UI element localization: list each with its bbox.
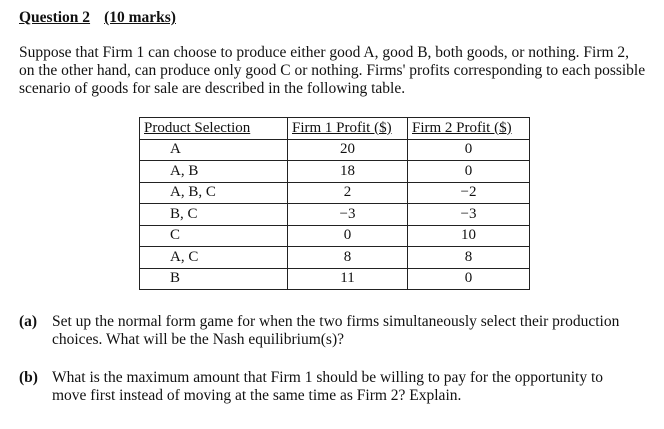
profit-table — [139, 117, 530, 290]
cell-product: C — [140, 225, 288, 247]
table-row — [140, 268, 530, 290]
cell-product: A, C — [140, 247, 288, 269]
cell-product: B — [140, 268, 288, 290]
table-row — [140, 139, 530, 161]
table-row — [140, 225, 530, 247]
header-firm2-profit: Firm 2 Profit ($) — [408, 118, 530, 140]
cell-firm1: 8 — [288, 247, 408, 269]
cell-firm2: 10 — [408, 225, 530, 247]
table-row — [140, 161, 530, 183]
intro-line: on the other hand, can produce only good C or nothing. Firms' profits corresponding to each possible — [19, 62, 646, 79]
cell-product: A, B — [140, 161, 288, 183]
cell-firm1: −3 — [288, 204, 408, 226]
part-a-line: Set up the normal form game for when the two firms simultaneously select their production — [52, 313, 620, 330]
question-heading — [19, 9, 176, 27]
cell-firm2: 0 — [408, 139, 530, 161]
cell-firm2: −2 — [408, 182, 530, 204]
cell-firm1: 18 — [288, 161, 408, 183]
question-number: Question 2 — [19, 9, 91, 26]
table-row — [140, 182, 530, 204]
cell-product: A — [140, 139, 288, 161]
table-header-row — [140, 118, 530, 140]
intro-line: scenario of goods for sale are described in the following table. — [19, 80, 406, 97]
cell-firm2: 0 — [408, 161, 530, 183]
part-b-line: move first instead of moving at the same time as Firm 2? Explain. — [52, 387, 462, 404]
header-firm1-profit: Firm 1 Profit ($) — [288, 118, 408, 140]
intro-line: Suppose that Firm 1 can choose to produce either good A, good B, both goods, or nothing. Firm 2, — [19, 44, 630, 61]
cell-product: B, C — [140, 204, 288, 226]
part-b-line: What is the maximum amount that Firm 1 should be willing to pay for the opportunity to — [52, 369, 604, 386]
cell-firm2: −3 — [408, 204, 530, 226]
cell-firm1: 20 — [288, 139, 408, 161]
question-marks: (10 marks) — [104, 9, 176, 26]
intro-paragraph — [19, 44, 659, 98]
table-row — [140, 247, 530, 269]
part-a-text — [52, 313, 619, 349]
cell-firm2: 0 — [408, 268, 530, 290]
cell-firm1: 11 — [288, 268, 408, 290]
header-product-selection: Product Selection — [140, 118, 288, 140]
cell-firm1: 2 — [288, 182, 408, 204]
cell-product: A, B, C — [140, 182, 288, 204]
part-a-line: choices. What will be the Nash equilibrium(s)? — [52, 331, 344, 348]
part-a-label: (a) — [19, 313, 38, 330]
table-row — [140, 204, 530, 226]
cell-firm2: 8 — [408, 247, 530, 269]
part-b-text — [52, 369, 603, 405]
part-b-label: (b) — [19, 369, 38, 386]
cell-firm1: 0 — [288, 225, 408, 247]
